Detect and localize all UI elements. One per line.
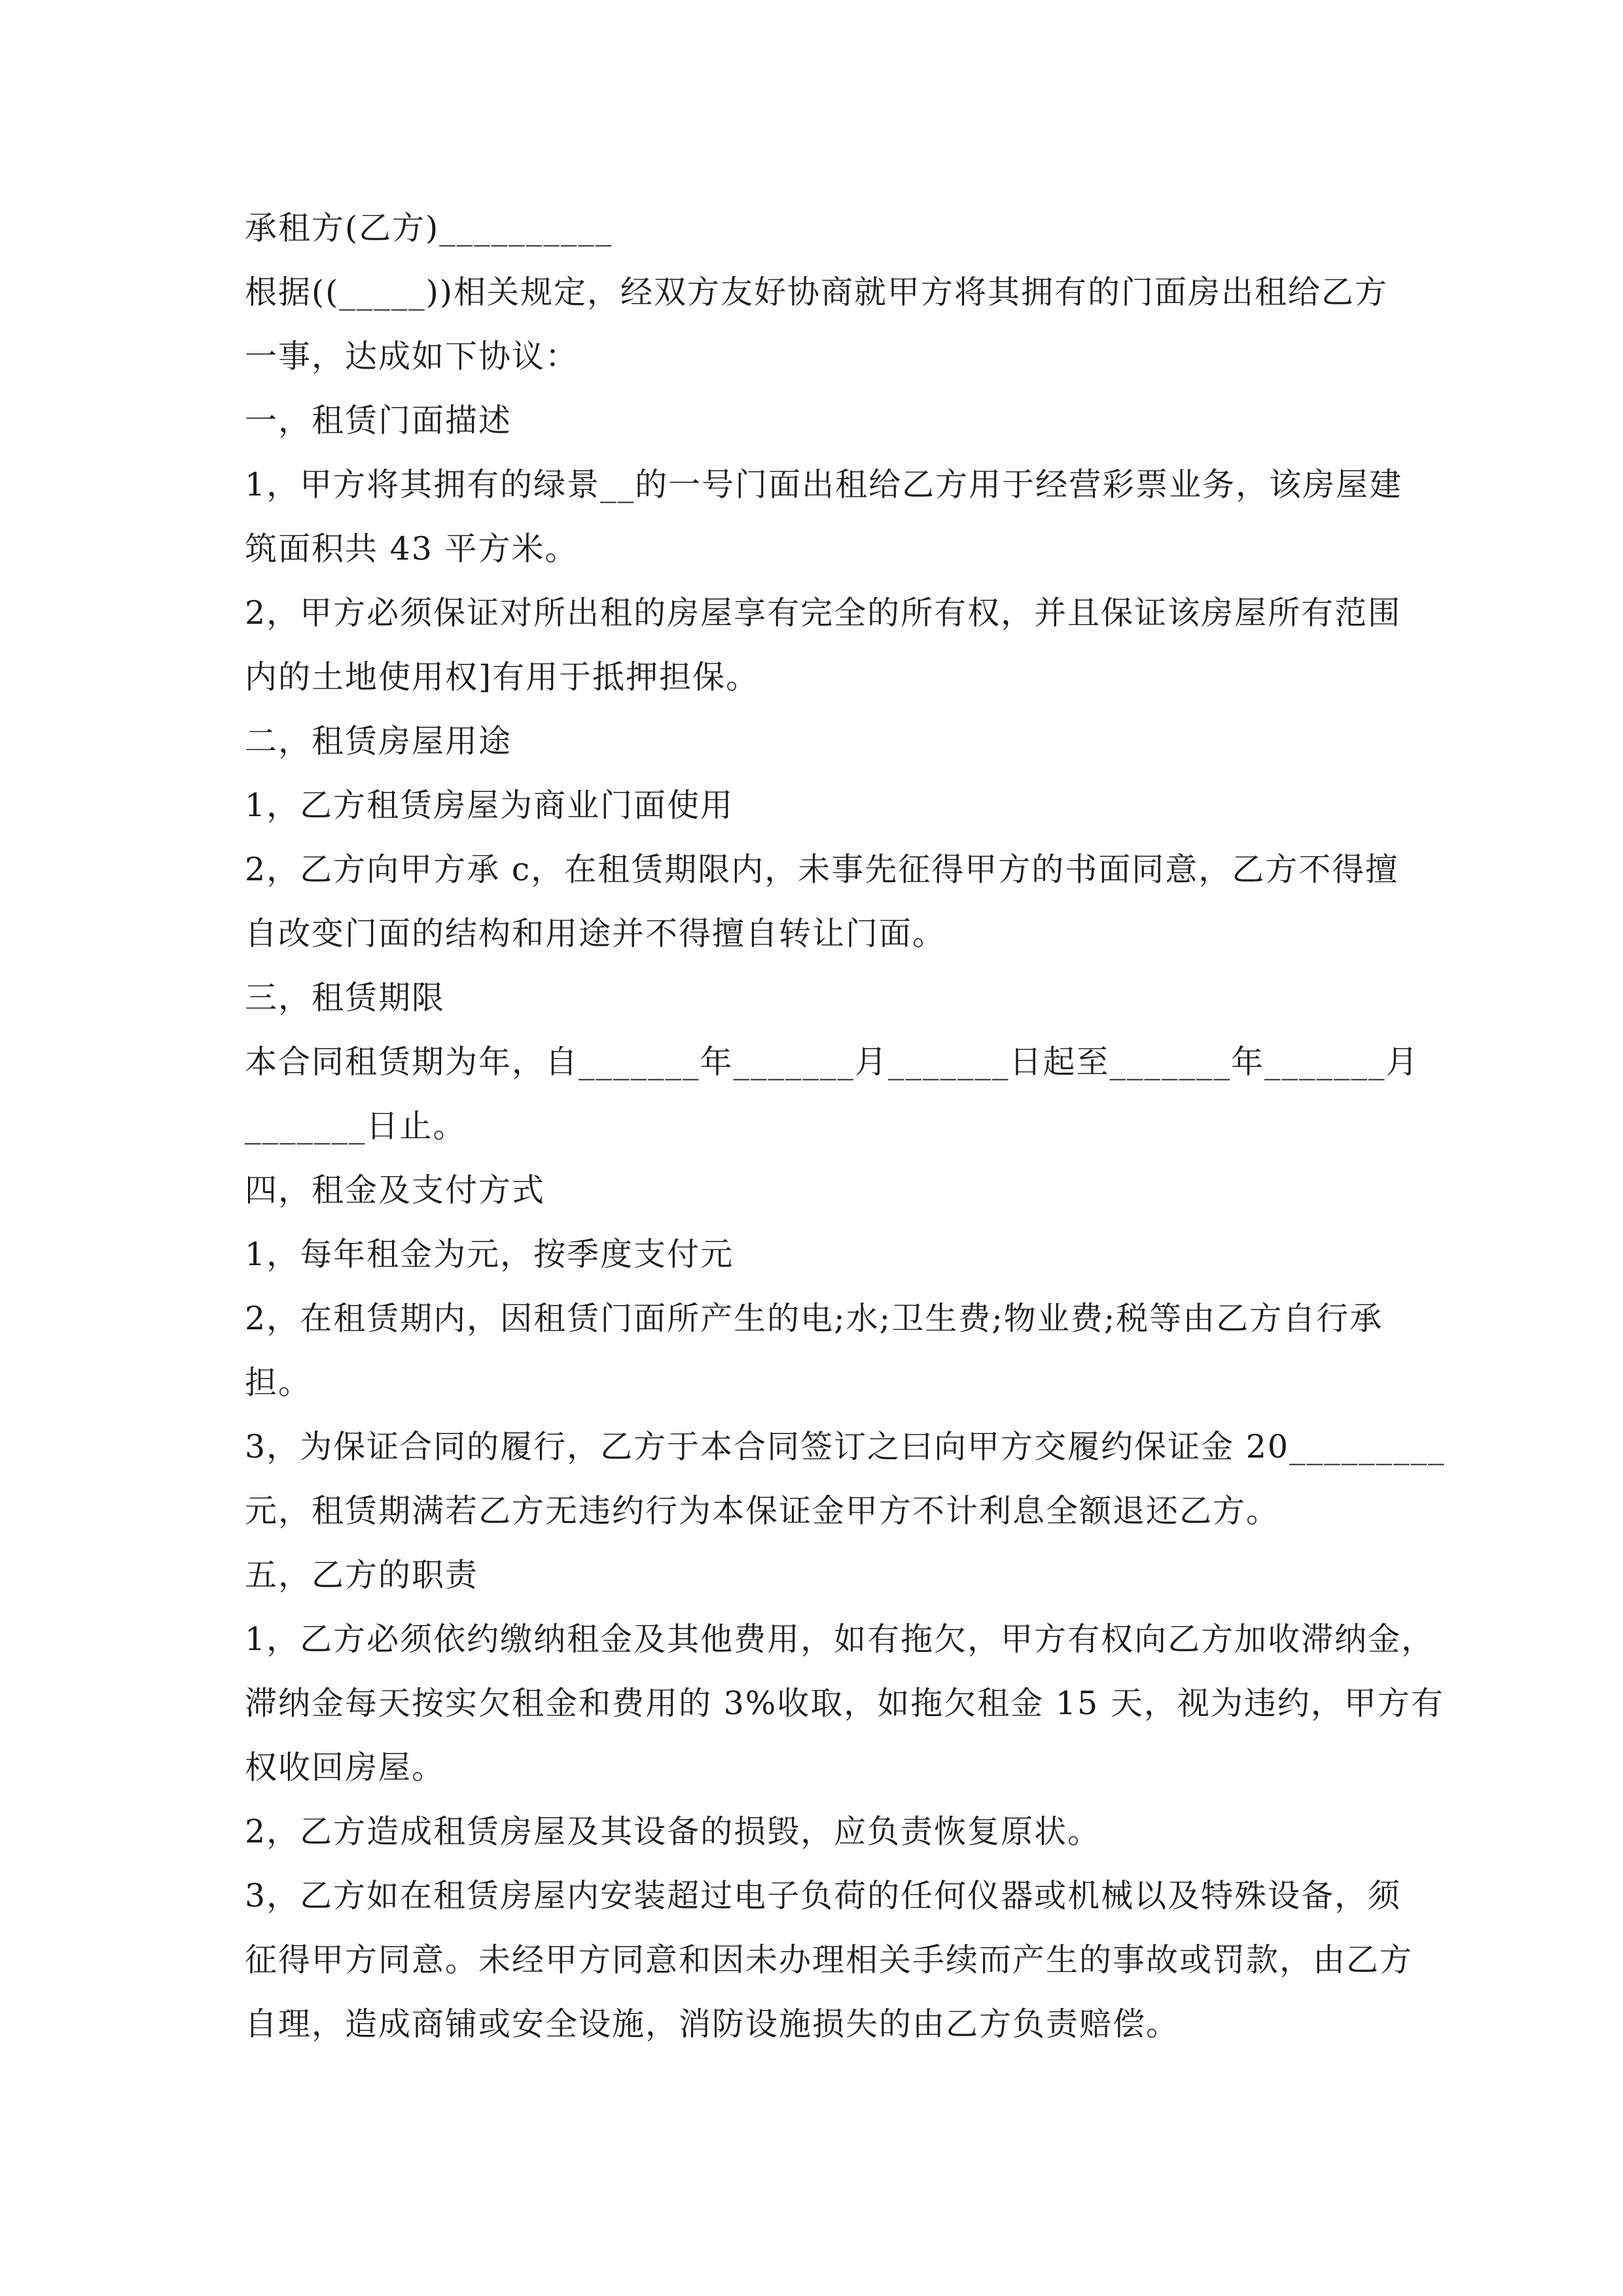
clause-1-1-line-1: 1，甲方将其拥有的绿景__的一号门面出租给乙方用于经营彩票业务，该房屋建 xyxy=(245,466,1403,503)
section-3-heading: 三，租赁期限 xyxy=(245,979,446,1016)
clause-4-2-line-2: 担。 xyxy=(245,1364,312,1401)
clause-4-3-line-1: 3，为保证合同的履行，乙方于本合同签订之曰向甲方交履约保证金 20_________ xyxy=(245,1428,1446,1465)
preamble-line-1: 根据((_____))相关规定，经双方友好协商就甲方将其拥有的门面房出租给乙方 xyxy=(245,274,1388,311)
lessee-line: 承租方(乙方)__________ xyxy=(245,209,613,247)
preamble-line-2: 一事，达成如下协议： xyxy=(245,338,579,375)
clause-4-1: 1，每年租金为元，按季度支付元 xyxy=(245,1236,734,1273)
clause-1-2-line-2: 内的土地使用权]有用于抵押担保。 xyxy=(245,658,760,696)
clause-5-1-line-1: 1，乙方必须依约缴纳租金及其他费用，如有拖欠，甲方有权向乙方加收滞纳金， xyxy=(245,1621,1435,1658)
section-2-heading: 二，租赁房屋用途 xyxy=(245,723,512,760)
clause-1-2-line-1: 2，甲方必须保证对所出租的房屋享有完全的所有权，并且保证该房屋所有范围 xyxy=(245,594,1402,632)
clause-5-1-line-2: 滞纳金每天按实欠租金和费用的 3%收取，如拖欠租金 15 天，视为违约，甲方有 xyxy=(245,1685,1444,1722)
clause-4-2-line-1: 2，在租赁期内，因租赁门面所产生的电;水;卫生费;物业费;税等由乙方自行承 xyxy=(245,1300,1383,1337)
section-1-heading: 一，租赁门面描述 xyxy=(245,402,512,439)
clause-4-3-line-2: 元，租赁期满若乙方无违约行为本保证金甲方不计利息全额退还乙方。 xyxy=(245,1492,1280,1530)
document-page xyxy=(245,196,1446,2056)
clause-2-2-line-2: 自改变门面的结构和用途并不得擅自转让门面。 xyxy=(245,915,946,952)
clause-5-3-line-1: 3，乙方如在租赁房屋内安装超过电子负荷的任何仪器或机械以及特殊设备，须 xyxy=(245,1877,1402,1914)
section-4-heading: 四，租金及支付方式 xyxy=(245,1172,546,1209)
lease-term-line-1: 本合同租赁期为年，自_______年_______月_______日起至_______年_______月 xyxy=(245,1043,1419,1081)
lease-term-line-2: _______日止。 xyxy=(245,1107,467,1145)
clause-5-1-line-3: 权收回房屋。 xyxy=(245,1749,446,1786)
clause-5-3-line-3: 自理，造成商铺或安全设施，消防设施损失的由乙方负责赔偿。 xyxy=(245,2005,1180,2043)
clause-2-1: 1，乙方租赁房屋为商业门面使用 xyxy=(245,787,734,824)
clause-5-3-line-2: 征得甲方同意。未经甲方同意和因未办理相关手续而产生的事故或罚款，由乙方 xyxy=(245,1941,1414,1979)
section-5-heading: 五，乙方的职责 xyxy=(245,1556,479,1594)
clause-2-2-line-1: 2，乙方向甲方承 c，在租赁期限内，未事先征得甲方的书面同意，乙方不得擅 xyxy=(245,851,1399,888)
clause-1-1-line-2: 筑面积共 43 平方米。 xyxy=(245,530,579,567)
clause-5-2: 2，乙方造成租赁房屋及其设备的损毁，应负责恢复原状。 xyxy=(245,1813,1101,1850)
